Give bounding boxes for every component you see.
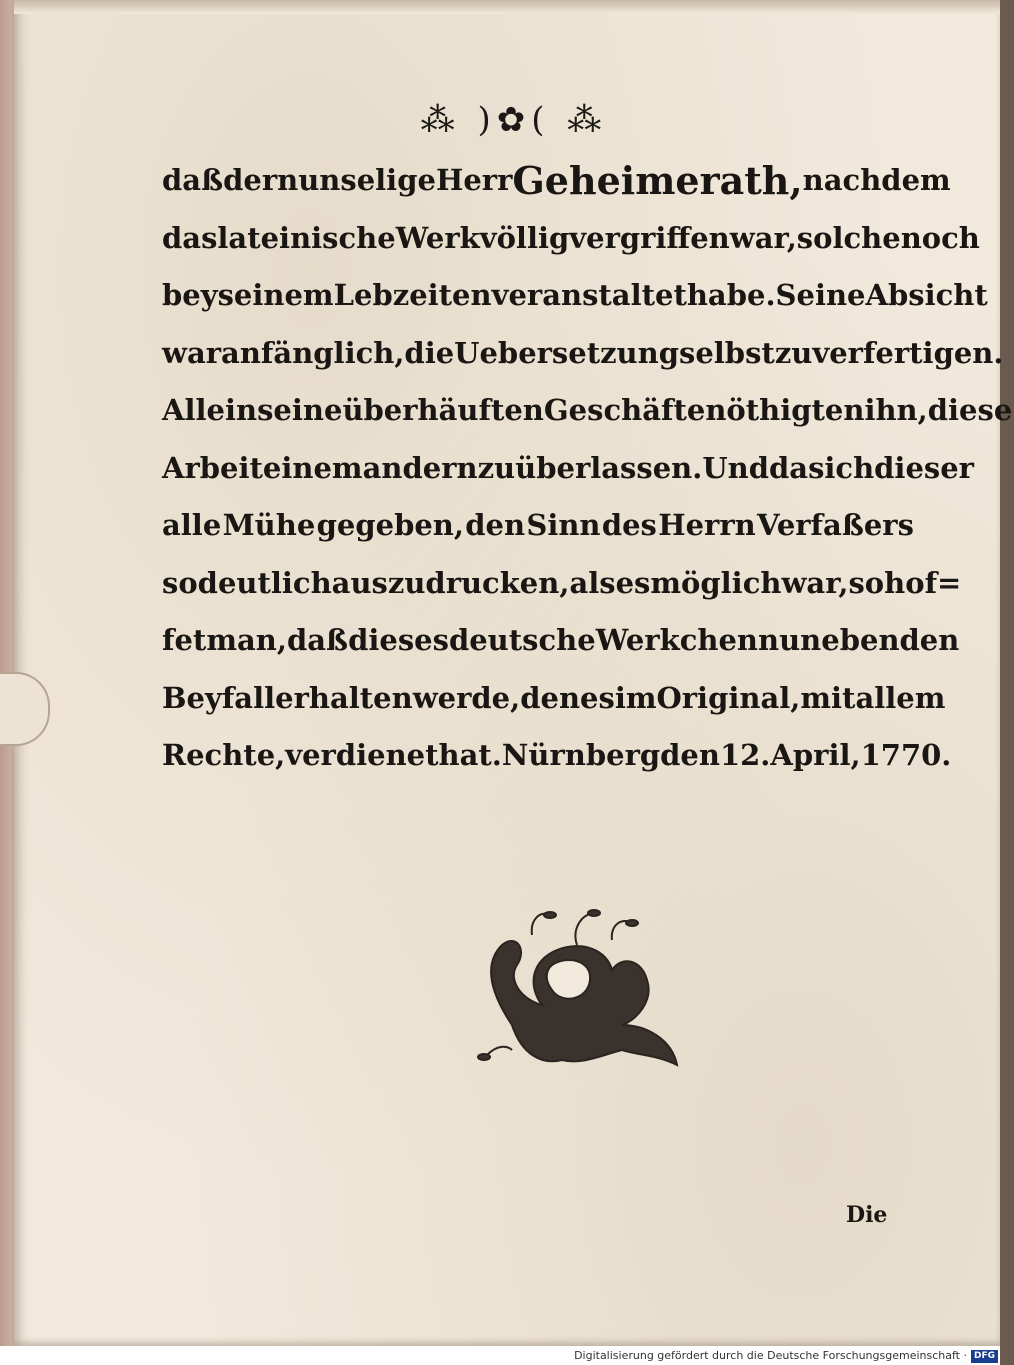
word: da — [768, 450, 809, 485]
word: den — [520, 680, 581, 715]
word: zu — [774, 335, 813, 370]
word: deutlich — [197, 565, 332, 600]
word: seinem — [217, 278, 334, 312]
word: noch — [900, 220, 980, 255]
word: Geheimerath, — [512, 158, 803, 203]
word: hof= — [884, 565, 962, 600]
word: so — [162, 565, 198, 600]
word: war — [162, 335, 222, 370]
word: Sinn — [526, 508, 601, 542]
word: daß — [162, 163, 224, 197]
word: war, — [781, 565, 849, 600]
word: deutsche — [448, 623, 596, 657]
word: Beyfall — [162, 680, 276, 715]
text-line — [162, 440, 974, 498]
word: Werkchen — [595, 623, 758, 657]
catchword: Die — [846, 1202, 888, 1228]
word: mit — [800, 680, 856, 715]
word: der — [223, 163, 278, 197]
word: das — [162, 220, 218, 255]
word: lateinische — [217, 220, 396, 255]
word: den — [899, 623, 960, 657]
word: die — [404, 335, 455, 370]
text-line — [162, 497, 914, 555]
word: so — [848, 565, 885, 600]
word: erhalten — [275, 680, 413, 715]
word: auszudrucken, — [331, 565, 570, 600]
word: es — [580, 680, 615, 715]
text-line — [162, 210, 980, 268]
word: verfertigen. — [812, 335, 1004, 370]
ornament-vignette — [472, 905, 682, 1075]
word: gegeben, — [316, 508, 464, 542]
word: Arbeit — [162, 450, 263, 485]
word: habe. — [686, 278, 776, 312]
word: Mühe — [222, 508, 316, 542]
word: bey — [162, 278, 218, 312]
text-line — [162, 670, 946, 728]
word: anfänglich, — [221, 335, 405, 370]
word: Verfaßers — [756, 508, 914, 542]
page-top-edge — [14, 0, 1000, 14]
word: werde, — [412, 680, 521, 715]
word: zu — [477, 450, 516, 485]
word: dieser — [874, 450, 974, 485]
word: 1770. — [860, 738, 952, 772]
word: ihn, — [864, 393, 928, 427]
word: war, — [729, 220, 797, 255]
word: 12. — [719, 738, 771, 772]
word: nachdem — [802, 163, 951, 197]
word: Original, — [656, 680, 801, 715]
word: einem — [262, 450, 363, 485]
dfg-logo: DFG — [971, 1350, 998, 1363]
word: seine — [257, 393, 343, 427]
text-line — [162, 325, 1004, 383]
word: Und — [702, 450, 769, 485]
word: selbst — [679, 335, 775, 370]
word: überhäuften — [342, 393, 544, 427]
text-line — [162, 727, 952, 785]
word: Herrn — [658, 508, 756, 542]
word: daß — [286, 623, 349, 657]
word: Uebersetzung — [454, 335, 680, 370]
word: den — [660, 738, 720, 772]
word: allem — [855, 680, 946, 715]
text-line — [162, 267, 988, 325]
word: verdienet — [285, 738, 439, 772]
word: solche — [796, 220, 901, 255]
word: Absicht — [865, 278, 988, 312]
word: sich — [808, 450, 875, 485]
word: nun — [277, 163, 341, 197]
word: als — [569, 565, 616, 600]
word: Herr — [435, 163, 513, 197]
word: vergriffen — [569, 220, 730, 255]
text-line — [162, 612, 960, 670]
word: eben — [821, 623, 900, 657]
header-ornament: ⁂ )✿( ⁂ — [420, 100, 608, 140]
text-line — [162, 382, 1013, 440]
word: April, — [770, 738, 861, 772]
word: Seine — [775, 278, 866, 312]
word: Rechte, — [162, 738, 286, 772]
word: Lebzeiten — [333, 278, 492, 312]
footer-credit — [0, 1346, 1000, 1365]
word: andern — [362, 450, 478, 485]
word: selige — [340, 163, 436, 197]
word: nöthigten — [705, 393, 865, 427]
word: des — [601, 508, 657, 542]
word: den — [465, 508, 526, 542]
word: möglich — [650, 565, 782, 600]
word: diese — [927, 393, 1013, 427]
word: Geschäfte — [543, 393, 706, 427]
word: es — [615, 565, 651, 600]
word: hat. — [438, 738, 502, 772]
text-line — [162, 555, 962, 613]
word: fet — [162, 623, 207, 657]
word: überlassen. — [515, 450, 703, 485]
word: dieses — [348, 623, 449, 657]
word: veranstaltet — [491, 278, 687, 312]
body-text — [162, 152, 1013, 785]
word: im — [614, 680, 657, 715]
word: Werk — [395, 220, 480, 255]
word: völlig — [479, 220, 570, 255]
footer-text: Digitalisierung gefördert durch die Deutsche Forschungsgemeinschaft · — [574, 1349, 967, 1362]
word: alle — [162, 508, 222, 542]
word: nun — [758, 623, 822, 657]
text-line — [162, 152, 951, 210]
word: Nürnberg — [501, 738, 661, 772]
word: Allein — [162, 393, 258, 427]
word: man, — [206, 623, 287, 657]
